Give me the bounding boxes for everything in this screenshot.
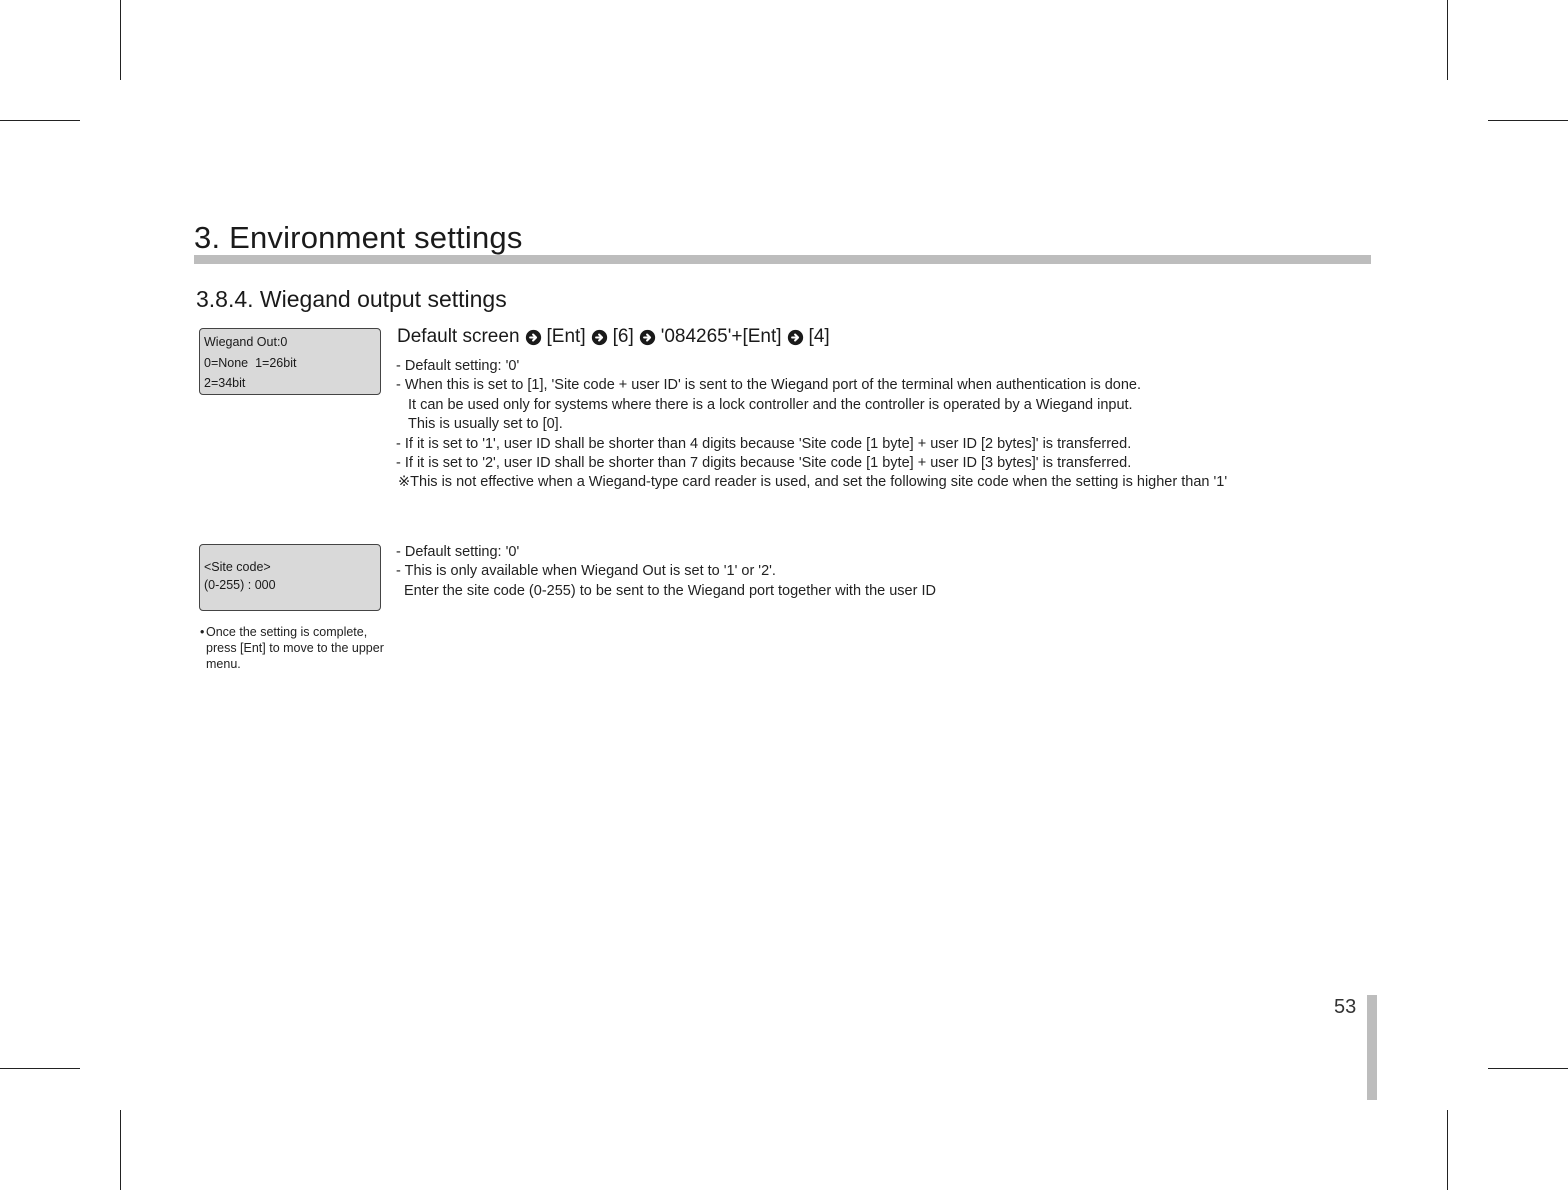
crop-mark (1488, 1068, 1568, 1069)
description-line: - Default setting: '0' (396, 358, 520, 374)
crop-mark (120, 0, 121, 80)
nav-step: [4] (808, 326, 830, 347)
wiegand-out-description (396, 357, 1227, 493)
crop-mark (1488, 120, 1568, 121)
nav-step: [Ent] (546, 326, 586, 347)
lcd-line: 0=None 1=26bit (204, 355, 297, 370)
crop-mark (1447, 1110, 1448, 1190)
page-edge-bar (1367, 995, 1377, 1100)
description-line: - If it is set to '2', user ID shall be shorter than 7 digits because 'Site code [1 byte] + user ID [3 bytes]' is transferred. (396, 455, 1132, 472)
section-title: 3. Environment settings (194, 220, 523, 255)
lcd-site-code (199, 544, 381, 611)
nav-step: [6] (612, 326, 634, 347)
lcd-line: 2=34bit (204, 376, 246, 390)
arrow-circle-icon (639, 329, 656, 346)
site-code-description (396, 543, 936, 601)
page-number: 53 (1334, 996, 1357, 1018)
title-rule (194, 255, 1371, 264)
arrow-circle-icon (787, 329, 804, 346)
description-line: This is usually set to [0]. (408, 416, 563, 433)
completion-note (200, 624, 395, 672)
lcd-line: Wiegand Out:0 (204, 335, 288, 349)
description-line: - Default setting: '0' (396, 544, 520, 560)
arrow-circle-icon (591, 329, 608, 346)
crop-mark (120, 1110, 121, 1190)
description-line: - This is only available when Wiegand Out is set to '1' or '2'. (396, 563, 776, 580)
description-line: It can be used only for systems where there is a lock controller and the controller is operated by a Wiegand input. (408, 396, 1133, 413)
description-line: Enter the site code (0-255) to be sent to the Wiegand port together with the user ID (404, 582, 936, 599)
nav-start: Default screen (397, 326, 520, 347)
nav-step: '084265'+[Ent] (660, 326, 782, 347)
description-line: - When this is set to [1], 'Site code + user ID' is sent to the Wiegand port of the terminal when authentication is done. (396, 377, 1142, 394)
description-note: ※This is not effective when a Wiegand-type card reader is used, and set the following site code when the setting is higher than '1' (398, 474, 1228, 491)
crop-mark (0, 120, 80, 121)
navigation-path (397, 326, 830, 348)
crop-mark (0, 1068, 80, 1069)
arrow-circle-icon (525, 329, 542, 346)
lcd-line: (0-255) : 000 (204, 578, 276, 592)
crop-mark (1447, 0, 1448, 80)
subsection-title: 3.8.4. Wiegand output settings (196, 286, 507, 312)
note-text: Once the setting is complete, press [Ent] to move to the upper menu. (206, 625, 384, 671)
note-bullet: • (200, 625, 205, 639)
description-line: - If it is set to '1', user ID shall be shorter than 4 digits because 'Site code [1 byte] + user ID [2 bytes]' is transferred. (396, 435, 1132, 452)
lcd-line: <Site code> (204, 560, 271, 574)
lcd-wiegand-out (199, 328, 381, 395)
